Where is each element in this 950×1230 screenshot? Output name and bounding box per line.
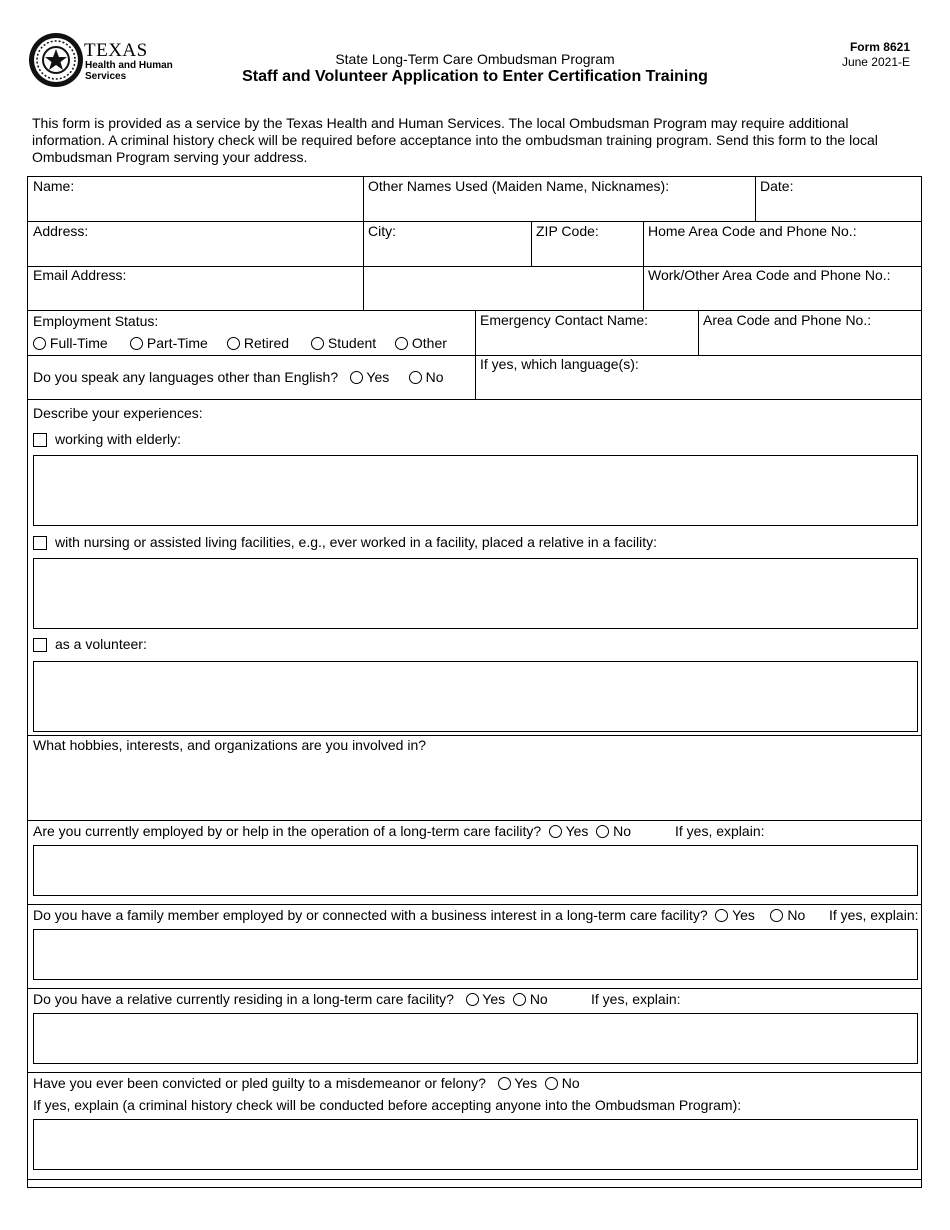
employed-explain-label: If yes, explain:	[675, 823, 765, 839]
employment-retired-option[interactable]: Retired	[227, 335, 289, 351]
convicted-yes-radio[interactable]	[498, 1077, 511, 1090]
relative-explain-textarea[interactable]	[33, 1013, 918, 1064]
elderly-checkbox[interactable]	[33, 433, 47, 447]
zip-field[interactable]	[532, 237, 642, 266]
employment-part-time-option[interactable]: Part-Time	[130, 335, 208, 351]
form-number: Form 8621	[849, 40, 910, 54]
employment-student-option[interactable]: Student	[311, 335, 376, 351]
family-yes-radio[interactable]	[715, 909, 728, 922]
zip-label: ZIP Code:	[536, 223, 599, 239]
city-label: City:	[368, 223, 396, 239]
application-form	[27, 176, 922, 1188]
family-no-radio[interactable]	[770, 909, 783, 922]
city-field[interactable]	[364, 237, 530, 266]
facilities-experience-textarea[interactable]	[33, 558, 918, 629]
relative-yes-radio[interactable]	[466, 993, 479, 1006]
languages-which-label: If yes, which language(s):	[480, 356, 639, 372]
radio-icon[interactable]	[395, 337, 408, 350]
radio-icon[interactable]	[130, 337, 143, 350]
relative-question: Do you have a relative currently residing in a long-term care facility? Yes No	[33, 991, 548, 1007]
radio-icon[interactable]	[33, 337, 46, 350]
date-label: Date:	[760, 178, 794, 194]
form-date: June 2021-E	[841, 55, 910, 69]
emergency-contact-field[interactable]	[476, 327, 697, 355]
email-field[interactable]	[28, 282, 642, 310]
emergency-phone-field[interactable]	[699, 327, 921, 355]
address-field[interactable]	[28, 237, 363, 266]
languages-yes-radio[interactable]	[350, 371, 363, 384]
work-phone-label: Work/Other Area Code and Phone No.:	[648, 267, 891, 283]
facilities-checkbox[interactable]	[33, 536, 47, 550]
other-names-field[interactable]	[364, 191, 754, 221]
family-explain-textarea[interactable]	[33, 929, 918, 980]
languages-no-radio[interactable]	[409, 371, 422, 384]
employed-no-radio[interactable]	[596, 825, 609, 838]
employment-other-option[interactable]: Other	[395, 335, 447, 351]
relative-no-radio[interactable]	[513, 993, 526, 1006]
languages-question: Do you speak any languages other than English? Yes No	[33, 369, 444, 385]
employed-explain-textarea[interactable]	[33, 845, 918, 896]
program-name: State Long-Term Care Ombudsman Program	[335, 51, 615, 67]
other-names-label: Other Names Used (Maiden Name, Nicknames):	[368, 178, 670, 194]
address-label: Address:	[33, 223, 89, 239]
volunteer-label: as a volunteer:	[55, 636, 147, 652]
emergency-phone-label: Area Code and Phone No.:	[703, 312, 872, 328]
experiences-heading: Describe your experiences:	[33, 405, 203, 421]
languages-field[interactable]	[476, 372, 921, 399]
facilities-label: with nursing or assisted living facilities, e.g., ever worked in a facility, placed a relative in a facility:	[55, 534, 658, 550]
name-label: Name:	[33, 178, 75, 194]
radio-icon[interactable]	[227, 337, 240, 350]
elderly-experience-textarea[interactable]	[33, 455, 918, 526]
employment-status-label: Employment Status:	[33, 313, 159, 329]
radio-icon[interactable]	[311, 337, 324, 350]
family-explain-label: If yes, explain:	[829, 907, 919, 923]
email-label: Email Address:	[33, 267, 127, 283]
employed-question: Are you currently employed by or help in the operation of a long-term care facility? Yes No	[33, 823, 631, 839]
emergency-contact-label: Emergency Contact Name:	[480, 312, 649, 328]
hobbies-question: What hobbies, interests, and organizations are you involved in?	[33, 737, 427, 753]
employed-yes-radio[interactable]	[549, 825, 562, 838]
date-field[interactable]	[756, 191, 921, 221]
convicted-explain-textarea[interactable]	[33, 1119, 918, 1170]
convicted-question: Have you ever been convicted or pled guilty to a misdemeanor or felony? Yes No	[33, 1075, 580, 1091]
elderly-label: working with elderly:	[55, 431, 182, 447]
intro-text: This form is provided as a service by the Texas Health and Human Services. The local Ombudsman Program may require additional information. A criminal history check will be required before acceptance into the ombudsman training program. Send this form to the local Ombudsman Program serving your address.	[32, 115, 878, 165]
home-phone-label: Home Area Code and Phone No.:	[648, 223, 857, 239]
work-phone-field[interactable]	[644, 282, 921, 310]
convicted-no-radio[interactable]	[545, 1077, 558, 1090]
agency-name: TEXAS	[84, 40, 148, 61]
family-question: Do you have a family member employed by or connected with a business interest in a long-term care facility? Yes No	[33, 907, 806, 923]
volunteer-checkbox[interactable]	[33, 638, 47, 652]
hobbies-field[interactable]	[28, 755, 921, 820]
page-title: Staff and Volunteer Application to Enter Certification Training	[242, 68, 708, 85]
employment-full-time-option[interactable]: Full-Time	[33, 335, 108, 351]
agency-subtitle: Health and Human Services	[85, 60, 173, 82]
relative-explain-label: If yes, explain:	[591, 991, 681, 1007]
home-phone-field[interactable]	[644, 237, 921, 266]
name-field[interactable]	[28, 191, 363, 221]
convicted-explain-label: If yes, explain (a criminal history check will be conducted before accepting anyone into the Ombudsman Program):	[33, 1097, 742, 1113]
volunteer-experience-textarea[interactable]	[33, 661, 918, 732]
